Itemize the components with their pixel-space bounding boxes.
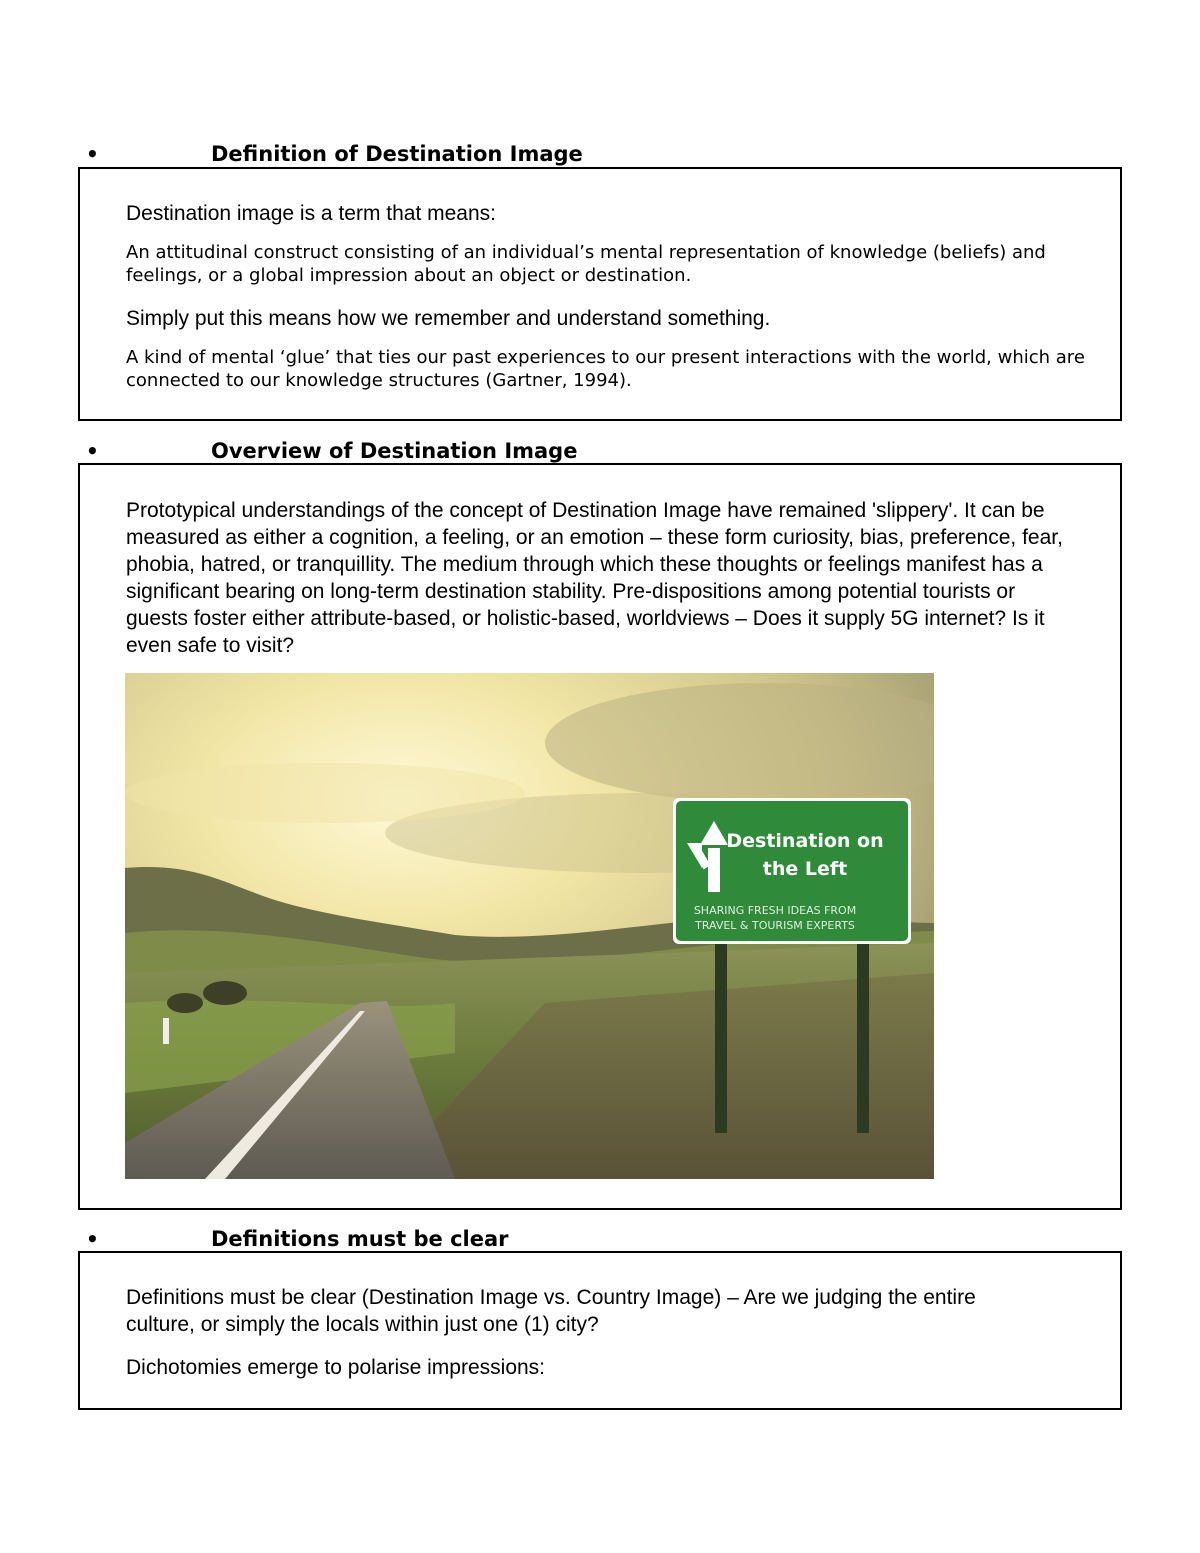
bullet-icon: • <box>86 142 99 166</box>
paragraph: An attitudinal construct consisting of an individual’s mental representation of knowledge (beliefs) and feelings, or a global impression about an object or destination. <box>126 242 1046 286</box>
paragraph: Dichotomies emerge to polarise impressions: <box>126 1356 546 1379</box>
sign-subtitle-2: TRAVEL & TOURISM EXPERTS <box>695 919 855 932</box>
heading-text: Overview of Destination Image <box>211 439 578 463</box>
heading-text: Definitions must be clear <box>211 1227 509 1251</box>
section-heading-2 <box>86 437 577 465</box>
road-sign-photo <box>125 673 934 1179</box>
paragraph: Simply put this means how we remember and understand something. <box>126 307 771 330</box>
sign-subtitle-1: SHARING FRESH IDEAS FROM <box>693 904 857 917</box>
definition-box <box>78 167 1122 421</box>
heading-text: Definition of Destination Image <box>211 142 583 166</box>
bullet-icon: • <box>86 1227 99 1251</box>
paragraph: A kind of mental ‘glue’ that ties our past experiences to our present interactions with the world, which are connected to our knowledge structures (Gartner, 1994). <box>126 347 1085 391</box>
sign-title-1: Destination on <box>726 830 884 852</box>
sign-title-2: the Left <box>762 858 848 880</box>
paragraph: Destination image is a term that means: <box>126 202 497 225</box>
paragraph: Definitions must be clear (Destination Image vs. Country Image) – Are we judging the entire culture, or simply the locals within just one (1) city? <box>126 1286 976 1336</box>
definitions-box <box>78 1251 1122 1410</box>
bullet-icon: • <box>86 439 99 463</box>
section-heading-3 <box>86 1225 509 1253</box>
section-heading-1 <box>86 140 583 168</box>
paragraph: Prototypical understandings of the concept of Destination Image have remained 'slippery'. It can be measured as either a cognition, a feeling, or an emotion – these form curiosity, bias, preference, fear, phobia, hatred, or tranquillity. The medium through which these thoughts or feelings manifest has a significant bearing on long-term destination stability. Pre-dispositions among potential tourists or guests foster either attribute-based, or holistic-based, worldviews – Does it supply 5G internet? Is it even safe to visit? <box>126 499 1063 657</box>
